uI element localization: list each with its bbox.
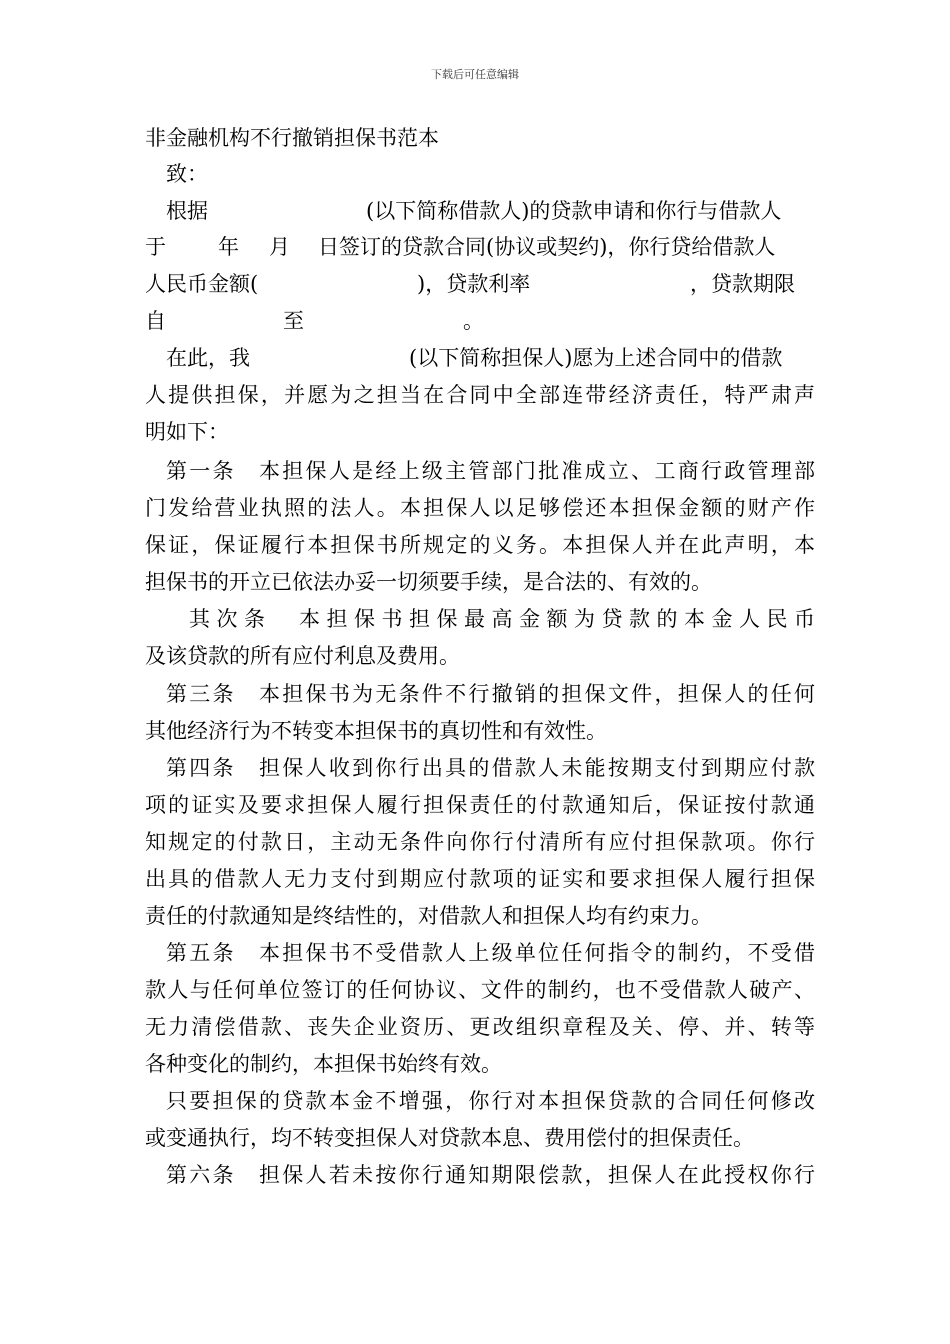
intro-l3-c: ，贷款期限 bbox=[690, 272, 795, 296]
intro-l1-a: 根据 bbox=[166, 199, 208, 223]
art3-line-2: 其他经济行为不转变本担保书的真切性和有效性。 bbox=[145, 719, 607, 743]
intro-l2-a: 于 bbox=[145, 235, 166, 259]
intro-l3-a: 人民币金额( bbox=[145, 272, 259, 296]
art5-line-4: 各种变化的制约，本担保书始终有效。 bbox=[145, 1052, 502, 1076]
art4-line-4: 出具的借款人无力支付到期应付款项的证实和要求担保人履行担保 bbox=[145, 867, 815, 891]
art1-line-3: 保证，保证履行本担保书所规定的义务。本担保人并在此声明，本 bbox=[145, 533, 815, 557]
art2-line-1: 其次条 本担保书担保最高金额为贷款的本金人民币 bbox=[189, 607, 815, 631]
decl-l1-b: (以下简称担保人)愿为上述合同中的借款 bbox=[409, 346, 783, 370]
art5-line-3: 无力清偿借款、丧失企业资历、更改组织章程及关、停、并、转等 bbox=[145, 1015, 815, 1039]
art5b-line-1: 只要担保的贷款本金不增强，你行对本担保贷款的合同任何修改 bbox=[166, 1089, 815, 1113]
art5b-line-2: 或变通执行，均不转变担保人对贷款本息、费用偿付的担保责任。 bbox=[145, 1126, 754, 1150]
art1-line-4: 担保书的开立已依法办妥一切须要手续，是合法的、有效的。 bbox=[145, 570, 712, 594]
intro-l4-a: 自 bbox=[145, 309, 166, 333]
decl-line-3: 明如下： bbox=[145, 420, 229, 444]
page-header: 下载后可任意编辑 bbox=[431, 68, 519, 81]
art1-line-1: 第一条 本担保人是经上级主管部门批准成立、工商行政管理部 bbox=[166, 459, 815, 483]
art5-line-2: 款人与任何单位签订的任何协议、文件的制约，也不受借款人破产、 bbox=[145, 978, 815, 1002]
decl-line-2: 人提供担保，并愿为之担当在合同中全部连带经济责任，特严肃声 bbox=[145, 383, 815, 407]
intro-l1-b: (以下简称借款人)的贷款申请和你行与借款人 bbox=[366, 199, 782, 223]
intro-l4-b: 至 bbox=[283, 309, 304, 333]
art4-line-2: 项的证实及要求担保人履行担保责任的付款通知后，保证按付款通 bbox=[145, 793, 815, 817]
art5-line-1: 第五条 本担保书不受借款人上级单位任何指令的制约，不受借 bbox=[166, 941, 815, 965]
art4-line-1: 第四条 担保人收到你行出具的借款人未能按期支付到期应付款 bbox=[166, 756, 815, 780]
intro-l4-c: 。 bbox=[463, 309, 484, 333]
document-title: 非金融机构不行撤销担保书范本 bbox=[145, 126, 439, 150]
intro-l2-c: 月 bbox=[269, 235, 290, 259]
art1-line-2: 门发给营业执照的法人。本担保人以足够偿还本担保金额的财产作 bbox=[145, 496, 815, 520]
art4-line-5: 责任的付款通知是终结性的，对借款人和担保人均有约束力。 bbox=[145, 904, 712, 928]
intro-l2-d: 日签订的贷款合同(协议或契约)，你行贷给借款人 bbox=[318, 235, 776, 259]
salutation: 致： bbox=[166, 162, 208, 186]
art4-line-3: 知规定的付款日，主动无条件向你行付清所有应付担保款项。你行 bbox=[145, 830, 815, 854]
intro-l2-b: 年 bbox=[218, 235, 239, 259]
art3-line-1: 第三条 本担保书为无条件不行撤销的担保文件，担保人的任何 bbox=[166, 682, 815, 706]
art6-line-1: 第六条 担保人若未按你行通知期限偿款，担保人在此授权你行 bbox=[166, 1163, 815, 1187]
decl-l1-a: 在此，我 bbox=[166, 346, 250, 370]
art2-line-2: 及该贷款的所有应付利息及费用。 bbox=[145, 644, 460, 668]
intro-l3-b: )，贷款利率 bbox=[417, 272, 531, 296]
